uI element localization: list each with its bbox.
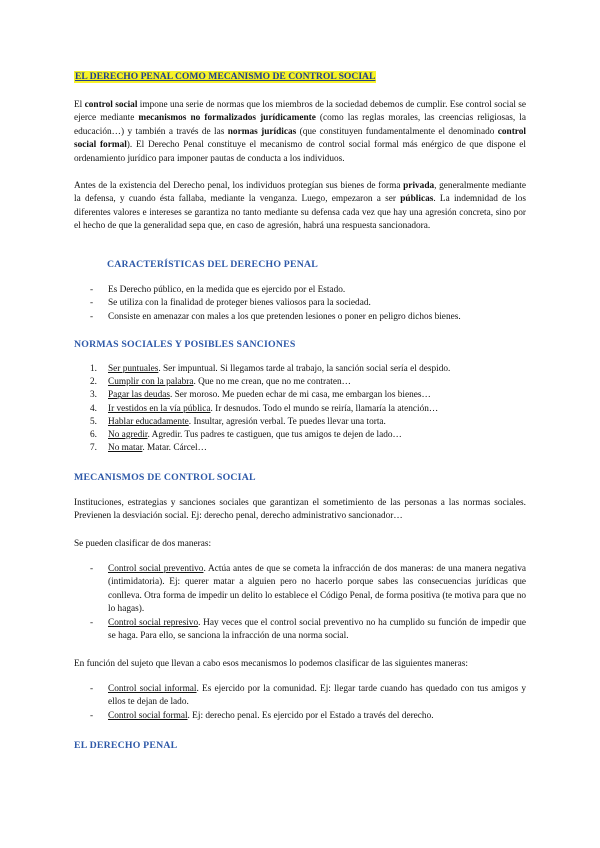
classify-intro: Se pueden clasificar de dos maneras: (74, 539, 212, 549)
bold-term: mecanismos no formalizados jurídicamente (138, 113, 316, 124)
list-item (74, 363, 526, 376)
intro-text: ). El Derecho Penal constituye el mecanismo de control social formal más enérgico de que dispone el ordenamiento jurídico para imponer pautas de conducta a los individuos. (74, 140, 526, 164)
item-number: 7. (90, 443, 97, 454)
norm-term: Hablar educadamente (108, 416, 189, 427)
history-text: , generalmente mediante la defensa, y cuando ésta fallaba, mediante la venganza. Luego, empezaron a ser (74, 181, 526, 205)
bold-term: control social formal (74, 126, 526, 151)
characteristics-heading: CARACTERÍSTICAS DEL DERECHO PENAL (107, 259, 319, 270)
norm-term: Ir vestidos en la vía pública (108, 403, 211, 414)
intro-text: (como las reglas morales, las creencias religiosas, la educación…) y también a través de las (74, 113, 526, 137)
norm-text: . Que no me crean, que no me contraten… (193, 377, 351, 388)
norm-text: . Ser impuntual. Si llegamos tarde al trabajo, la sanción social sería el despido. (158, 364, 451, 374)
dash-marker: - (90, 564, 94, 574)
list-item (74, 710, 526, 723)
list-item (74, 403, 526, 416)
control-type-term: Control social preventivo (108, 564, 204, 574)
bold-term: privada (403, 181, 435, 191)
norm-term: Pagar las deudas (108, 390, 170, 401)
list-item-text: Es Derecho público, en la medida que es ejercido por el Estado. (108, 285, 346, 295)
list-item (74, 617, 526, 644)
dash-marker: - (90, 285, 94, 295)
history-paragraph (74, 180, 526, 234)
list-item (74, 311, 526, 324)
dash-marker: - (90, 617, 94, 628)
norm-text: . Ir desnudos. Todo el mundo se reiría, llamaría la atención… (210, 403, 439, 414)
item-number: 1. (90, 364, 97, 374)
control-types-list (74, 563, 526, 643)
mechanisms-heading: MECANISMOS DE CONTROL SOCIAL (74, 472, 256, 483)
item-number: 4. (90, 403, 97, 414)
norms-heading: NORMAS SOCIALES Y POSIBLES SANCIONES (74, 339, 296, 350)
history-text: Antes de la existencia del Derecho penal, los individuos protegían sus bienes de forma (74, 181, 404, 191)
intro-text: El (74, 100, 85, 110)
list-item-text: Consiste en amenazar con males a los que pretenden lesiones o poner en peligro dichos bienes. (108, 311, 461, 322)
list-item (74, 442, 526, 455)
item-number: 3. (90, 390, 97, 401)
criminal-law-heading: EL DERECHO PENAL (74, 740, 178, 751)
bold-term: normas jurídicas (227, 126, 297, 137)
intro-text: (que constituyen fundamentalmente el denominado (296, 126, 498, 137)
norm-term: No matar (108, 443, 143, 454)
dash-marker: - (90, 298, 94, 309)
norm-text: . Matar. Cárcel… (142, 443, 207, 454)
list-item (74, 376, 526, 389)
list-item (74, 284, 526, 297)
dash-marker: - (90, 684, 94, 694)
characteristics-list (74, 284, 526, 324)
intro-paragraph (74, 99, 526, 166)
control-type-term: Control social represivo (108, 617, 199, 628)
subject-types-list (74, 683, 526, 723)
subject-type-text: . Es ejercido por la comunidad. Ej: llegar tarde cuando has quedado con tus amigos y ellos te dejan de lado. (108, 684, 526, 708)
bold-term: públicas (400, 194, 434, 205)
mechanisms-definition: Instituciones, estrategias y sanciones sociales que garantizan el sometimiento de las personas a las normas sociales. Previenen la desviación social. Ej: derecho penal, derecho administrativo sancionador… (74, 498, 526, 522)
list-item (74, 297, 526, 310)
control-type-text: . Actúa antes de que se cometa la infracción de dos maneras: de una manera negativa (intimidatoria). Ej: querer matar a alguien pero no hacerlo porque sabes las consecuencias jurídicas que conlleva. Otra forma de impedir un delito lo establece el Código Penal, de forma positiva (te motiva para que no lo hagas). (108, 564, 526, 615)
norms-list (74, 363, 526, 455)
dash-marker: - (90, 311, 94, 322)
history-text: . La indemnidad de los diferentes valores e intereses se garantiza no tanto mediante su defensa cada vez que hay una agresión concreta, sino por el hecho de que la generalidad sepa que, en caso de agresión, habrá una respuesta sancionadora. (74, 194, 526, 232)
norm-term: No agredir (108, 430, 148, 441)
item-number: 2. (90, 377, 97, 388)
bold-term: control social (84, 100, 138, 110)
intro-text: impone una serie de normas que los miembros de la sociedad debemos de cumplir. Ese control social se ejerce mediante (74, 100, 526, 124)
norm-text: . Insultar, agresión verbal. Te puedes llevar una torta. (188, 416, 386, 427)
norm-text: . Agredir. Tus padres te castiguen, que tus amigos te dejen de lado… (147, 430, 402, 441)
control-type-text: . Hay veces que el control social preventivo no ha cumplido su función de impedir que se haga. Para ello, se sanciona la infracción de una norma social. (108, 617, 526, 642)
list-item (74, 563, 526, 617)
norm-text: . Ser moroso. Me pueden echar de mi casa, me embargan los bienes… (169, 390, 431, 401)
list-item-text: Se utiliza con la finalidad de proteger bienes valiosos para la sociedad. (108, 298, 371, 309)
item-number: 5. (90, 416, 97, 427)
norm-term: Cumplir con la palabra (108, 377, 194, 388)
list-item (74, 389, 526, 402)
dash-marker: - (90, 710, 94, 721)
subject-type-term: Control social formal (108, 710, 188, 721)
document-title: EL DERECHO PENAL COMO MECANISMO DE CONTROL SOCIAL (75, 71, 376, 82)
list-item (74, 416, 526, 429)
list-item (74, 683, 526, 710)
item-number: 6. (90, 430, 97, 441)
list-item (74, 429, 526, 442)
subject-type-text: . Ej: derecho penal. Es ejercido por el Estado a través del derecho. (187, 710, 434, 721)
norm-term: Ser puntuales (108, 364, 159, 374)
subject-intro: En función del sujeto que llevan a cabo esos mecanismos lo podemos clasificar de las siguientes maneras: (74, 659, 468, 669)
subject-type-term: Control social informal (108, 684, 197, 694)
